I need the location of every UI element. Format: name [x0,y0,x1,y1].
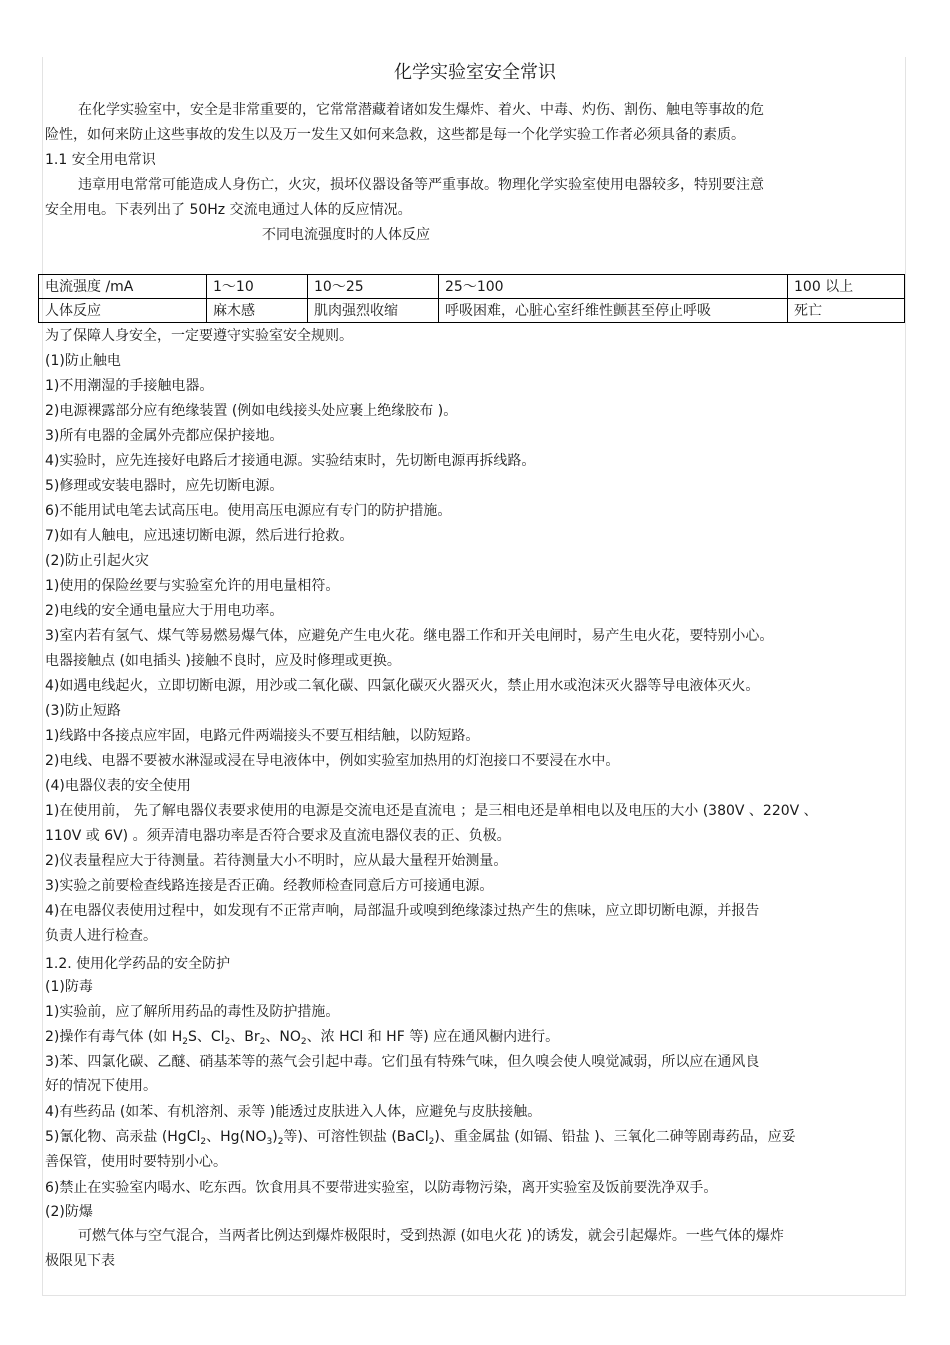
table-cell: 1～10 [207,275,308,299]
table-cell: 10～25 [308,275,439,299]
paragraph-line: 2)电线的安全通电量应大于用电功率。 [45,603,284,619]
text-run: 、Hg(NO [206,1129,267,1145]
paragraph-line: (4)电器仪表的安全使用 [45,778,191,794]
table-caption: 不同电流强度时的人体反应 [262,227,430,243]
paragraph-line: 安全用电。下表列出了 50Hz 交流电通过人体的反应情况。 [45,202,412,218]
paragraph-line: 可燃气体与空气混合，当两者比例达到爆炸极限时，受到热源 (如电火花 )的诱发，就会引起爆炸。一些气体的爆炸 [78,1228,784,1244]
table-cell: 电流强度 /mA [39,275,207,299]
paragraph-line: 1)线路中各接点应牢固，电路元件两端接头不要互相结触，以防短路。 [45,728,480,744]
subscript: 2 [224,1037,231,1047]
paragraph-line: 4)有些药品 (如苯、有机溶剂、汞等 )能透过皮肤进入人体，应避免与皮肤接触。 [45,1104,542,1120]
table-cell: 人体反应 [39,299,207,323]
paragraph-line: 3)实验之前要检查线路连接是否正确。经教师检查同意后方可接通电源。 [45,878,494,894]
section-heading: 1.1 安全用电常识 [45,152,156,168]
intro-line: 险性，如何来防止这些事故的发生以及万一发生又如何来急救，这些都是每一个化学实验工作者必须具备的素质。 [45,127,745,143]
subscript: 3 [266,1137,273,1147]
table-cell: 麻木感 [207,299,308,323]
section-heading: 1.2. 使用化学药品的安全防护 [45,956,231,972]
table-cell: 死亡 [788,299,905,323]
paragraph-line: 1)在使用前， 先了解电器仪表要求使用的电源是交流电还是直流电 ；是三相电还是单相电以及电压的大小 (380V 、220V 、 [45,803,818,819]
document-title: 化学实验室安全常识 [394,62,556,83]
text-run: 、浓 HCl 和 HF 等) 应在通风橱内进行。 [306,1029,560,1045]
text-run: 、NO [265,1029,301,1045]
paragraph-line: 违章用电常常可能造成人身伤亡，火灾，损坏仪器设备等严重事故。物理化学实验室使用电器较多，特别要注意 [78,177,764,193]
paragraph-line: 4)实验时，应先连接好电路后才接通电源。实验结束时，先切断电源再拆线路。 [45,453,536,469]
paragraph-line: 1)不用潮湿的手接触电器。 [45,378,214,394]
table-cell: 呼吸困难，心脏心室纤维性颤甚至停止呼吸 [439,299,788,323]
paragraph-line: 4)在电器仪表使用过程中，如发现有不正常声响，局部温升或嗅到绝缘漆过热产生的焦味，应立即切断电源，并报告 [45,903,760,919]
paragraph-line: 6)禁止在实验室内喝水、吃东西。饮食用具不要带进实验室，以防毒物污染，离开实验室及饭前要洗净双手。 [45,1180,718,1196]
paragraph-line: (3)防止短路 [45,703,121,719]
paragraph-line: 1)使用的保险丝要与实验室允许的用电量相符。 [45,578,340,594]
paragraph-line: 为了保障人身安全，一定要遵守实验室安全规则。 [45,328,353,344]
paragraph-line: (2)防止引起火灾 [45,553,149,569]
subscript: 2 [182,1037,188,1047]
paragraph-line [45,1128,796,1151]
paragraph-line: 5)修理或安装电器时，应先切断电源。 [45,478,284,494]
paragraph-line [45,1028,559,1051]
paragraph-line: 3)苯、四氯化碳、乙醚、硝基苯等的蒸气会引起中毒。它们虽有特殊气味，但久嗅会使人嗅觉减弱，所以应在通风良 [45,1054,760,1070]
paragraph-line: 3)室内若有氢气、煤气等易燃易爆气体，应避免产生电火花。继电器工作和开关电闸时，易产生电火花，要特别小心。 [45,628,774,644]
subscript: 2 [277,1137,284,1147]
paragraph-line: 2)电线、电器不要被水淋湿或浸在导电液体中，例如实验室加热用的灯泡接口不要浸在水中。 [45,753,620,769]
intro-line: 在化学实验室中，安全是非常重要的，它常常潜藏着诸如发生爆炸、着火、中毒、灼伤、割伤、触电等事故的危 [78,102,764,118]
paragraph-line: 电器接触点 (如电插头 )接触不良时，应及时修理或更换。 [45,653,401,669]
paragraph-line: 110V 或 6V) 。须弄清电器功率是否符合要求及直流电器仪表的正、负极。 [45,828,511,844]
table-row [39,299,905,323]
subscript: 2 [300,1037,307,1047]
text-run: 2)操作有毒气体 (如 H [45,1029,183,1045]
paragraph-line: 2)仪表量程应大于待测量。若待测量大小不明时，应从最大量程开始测量。 [45,853,508,869]
paragraph-line: 2)电源裸露部分应有绝缘装置 (例如电线接头处应裹上绝缘胶布 )。 [45,403,458,419]
paragraph-line: 4)如遇电线起火，立即切断电源，用沙或二氧化碳、四氯化碳灭火器灭火，禁止用水或泡沫灭火器等导电液体灭火。 [45,678,760,694]
paragraph-line: 1)实验前，应了解所用药品的毒性及防护措施。 [45,1004,340,1020]
table-cell: 肌肉强烈收缩 [308,299,439,323]
paragraph-line: 6)不能用试电笔去试高压电。使用高压电源应有专门的防护措施。 [45,503,452,519]
subsection-heading: (1)防毒 [45,979,93,995]
paragraph-line: (1)防止触电 [45,353,121,369]
text-run: 等)、可溶性钡盐 (BaCl [283,1129,429,1145]
subscript: 2 [200,1137,207,1147]
paragraph-line: 3)所有电器的金属外壳都应保护接地。 [45,428,284,444]
subscript: 2 [428,1137,435,1147]
text-run: 5)氰化物、高汞盐 (HgCl [45,1129,201,1145]
table-cell: 25～100 [439,275,788,299]
paragraph-line: 负责人进行检查。 [45,928,157,944]
paragraph-line: 善保管，使用时要特别小心。 [45,1154,227,1170]
paragraph-line: 极限见下表 [45,1253,115,1269]
text-run: )、重金属盐 (如镉、铅盐 )、三氧化二砷等剧毒药品，应妥 [434,1129,796,1145]
table-cell: 100 以上 [788,275,905,299]
text-run: 、Br [230,1029,260,1045]
table-row [39,275,905,299]
paragraph-line: 好的情况下使用。 [45,1078,157,1094]
subsection-heading: (2)防爆 [45,1204,93,1220]
text-run: ) [272,1129,278,1145]
text-run: S、Cl [188,1029,225,1045]
paragraph-line: 7)如有人触电，应迅速切断电源，然后进行抢救。 [45,528,354,544]
current-table [38,274,905,323]
subscript: 2 [259,1037,266,1047]
